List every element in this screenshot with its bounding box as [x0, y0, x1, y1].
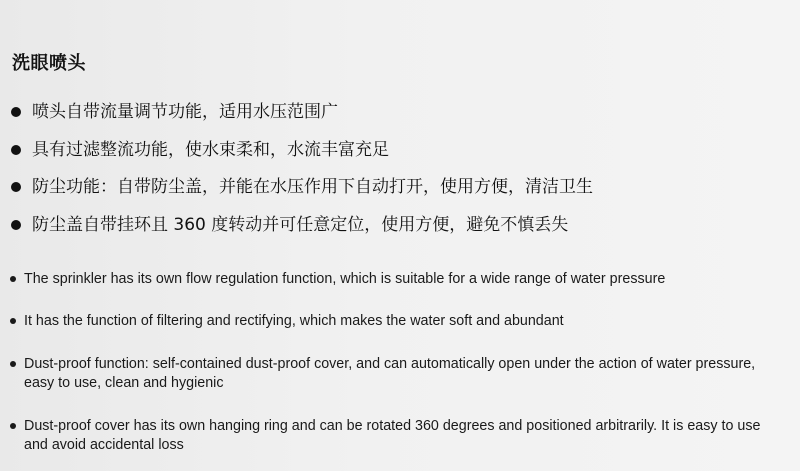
list-item-text: 防尘功能：自带防尘盖，并能在水压作用下自动打开，使用方便，清洁卫生	[32, 177, 593, 197]
bullet-icon	[10, 423, 16, 429]
list-item	[10, 102, 593, 122]
list-item-text: 具有过滤整流功能，使水束柔和，水流丰富充足	[32, 139, 389, 160]
chinese-feature-list	[10, 102, 593, 252]
english-feature-list	[10, 270, 770, 455]
bullet-icon	[11, 220, 21, 230]
bullet-icon	[11, 107, 21, 117]
bullet-icon	[11, 145, 21, 155]
list-item-text: 防尘盖自带挂环且 360 度转动并可任意定位，使用方便，避免不慎丢失	[32, 214, 569, 235]
bullet-icon	[10, 276, 16, 282]
list-item-text: It has the function of filtering and rectifying, which makes the water soft and abundant	[24, 313, 564, 329]
list-item-text: Dust-proof cover has its own hanging ring and can be rotated 360 degrees and positioned arbitrarily. It is easy to use and avoid accidental loss	[24, 418, 761, 453]
list-item	[10, 312, 770, 331]
list-item	[10, 177, 593, 197]
list-item	[10, 140, 593, 160]
list-item	[10, 215, 593, 235]
bullet-icon	[10, 361, 16, 367]
bullet-icon	[11, 182, 21, 192]
list-item-text: Dust-proof function: self-contained dust-proof cover, and can automatically open under the action of water pressure, easy to use, clean and hygienic	[24, 356, 756, 391]
list-item	[10, 270, 770, 289]
bullet-icon	[10, 318, 16, 324]
page-title: 洗眼喷头	[12, 53, 86, 74]
list-item	[10, 417, 770, 455]
list-item-text: The sprinkler has its own flow regulation function, which is suitable for a wide range of water pressure	[24, 271, 666, 287]
list-item	[10, 355, 770, 393]
list-item-text: 喷头自带流量调节功能，适用水压范围广	[32, 102, 338, 122]
